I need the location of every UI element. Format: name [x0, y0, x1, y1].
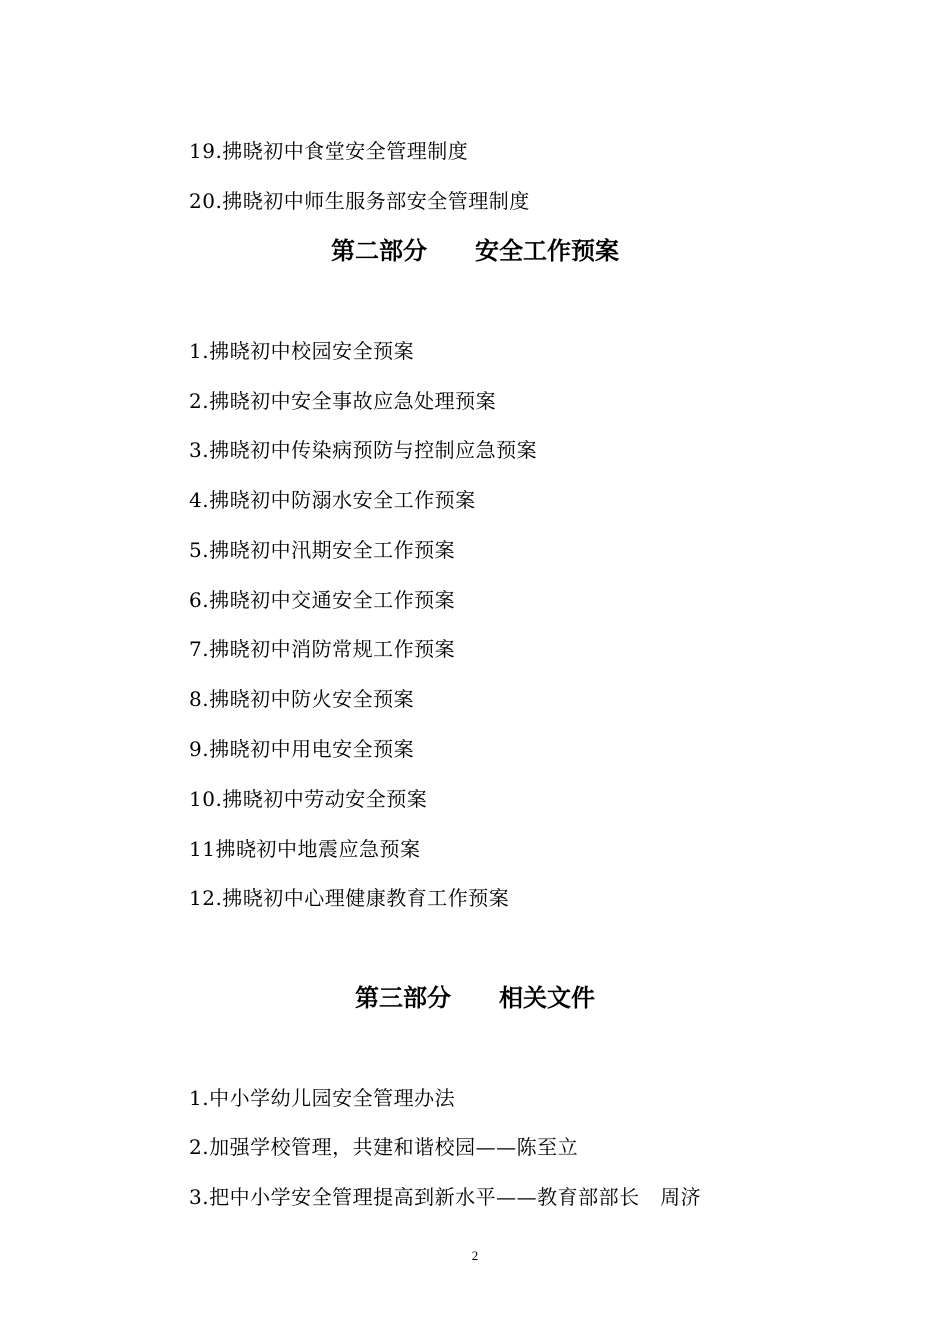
list-item: 20.拂晓初中师生服务部安全管理制度: [189, 189, 530, 213]
list-item: 1.中小学幼儿园安全管理办法: [189, 1086, 456, 1110]
list-item: 2.加强学校管理，共建和谐校园——陈至立: [189, 1135, 579, 1159]
list-item: 12.拂晓初中心理健康教育工作预案: [189, 886, 510, 910]
page-number: 2: [471, 1248, 479, 1263]
list-item: 6.拂晓初中交通安全工作预案: [189, 588, 456, 612]
list-item: 9.拂晓初中用电安全预案: [189, 737, 415, 761]
list-item: 8.拂晓初中防火安全预案: [189, 687, 415, 711]
list-item: 11拂晓初中地震应急预案: [189, 837, 421, 861]
section-heading-part2: 第二部分 安全工作预案: [331, 237, 619, 265]
list-item: 3.把中小学安全管理提高到新水平——教育部部长 周济: [189, 1185, 702, 1209]
list-item: 7.拂晓初中消防常规工作预案: [189, 637, 456, 661]
section-heading-part3: 第三部分 相关文件: [355, 984, 595, 1012]
list-item: 3.拂晓初中传染病预防与控制应急预案: [189, 438, 538, 462]
list-item: 4.拂晓初中防溺水安全工作预案: [189, 488, 476, 512]
list-item: 5.拂晓初中汛期安全工作预案: [189, 538, 456, 562]
list-item: 10.拂晓初中劳动安全预案: [189, 787, 428, 811]
list-item: 2.拂晓初中安全事故应急处理预案: [189, 389, 497, 413]
list-item: 1.拂晓初中校园安全预案: [189, 339, 415, 363]
list-item: 19.拂晓初中食堂安全管理制度: [189, 139, 469, 163]
